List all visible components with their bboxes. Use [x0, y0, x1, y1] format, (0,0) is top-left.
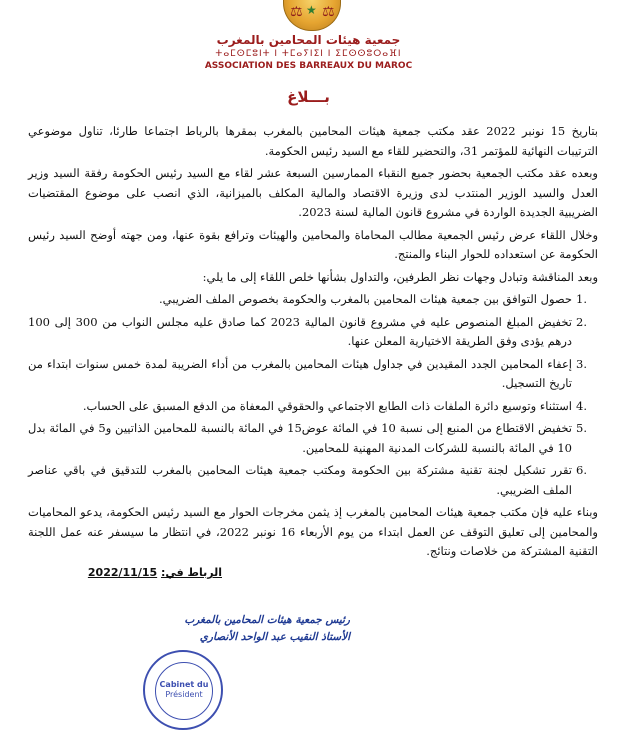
list-number: 1. — [576, 292, 587, 306]
date-label: الرباط في: — [161, 566, 222, 579]
list-item-text: إعفاء المحامين الجدد المقيدين في جداول هيئات المحامين بالمغرب من أداء الضريبة لمدة خمس سنوات ابتداء من تاريخ التسجيل. — [28, 356, 572, 390]
paragraph: وخلال اللقاء عرض رئيس الجمعية مطالب المحاماة والمحامين والهيئات وترافع بقوة عنها، ومن جهته أوضح السيد رئيس الحكومة عن استعداده للحوار البناء والمنتج. — [28, 227, 598, 261]
list-number: 2. — [576, 314, 587, 329]
list-item-text: حصول التوافق بين جمعية هيئات المحامين بالمغرب والحكومة بخصوص الملف الضريبي. — [159, 292, 572, 306]
list-number: 3. — [576, 356, 587, 371]
org-name-french: ASSOCIATION DES BARREAUX DU MAROC — [204, 61, 413, 71]
list-item — [28, 461, 598, 500]
list-item-text: تقرر تشكيل لجنة تقنية مشتركة بين الحكومة ومكتب جمعية هيئات المحامين بالمغرب للتدقيق في باقي عناصر الملف الضريبي. — [28, 463, 572, 497]
date-line — [52, 566, 222, 579]
star-icon: ★ — [306, 3, 317, 17]
org-name-arabic: جمعية هيئات المحامين بالمغرب — [216, 33, 401, 47]
paragraph: بتاريخ 15 نونبر 2022 عقد مكتب جمعية هيئات المحامين بالمغرب بمقرها بالرباط اجتماعا طارئا، تناول موضوعي الترتيبات النهائية للمؤتمر 31، والتحضير للقاء مع السيد رئيس الحكومة. — [28, 124, 598, 158]
date-value: 2022/11/15 — [87, 566, 158, 579]
list-item-text: تخفيض المبلغ المنصوص عليه في مشروع قانون المالية 2023 كما صادق عليه مجلس النواب من 300 إلى 100 درهم يؤدى وفق الطريقة الاختيارية المعلن عنها. — [28, 314, 572, 348]
paragraph: وبعد المناقشة وتبادل وجهات نظر الطرفين، والتداول بشأنها خلص اللقاء إلى ما يلي: — [202, 269, 598, 284]
paragraph: وبعده عقد مكتب الجمعية بحضور جميع النقباء الممارسين السبعة عشر لقاء مع السيد رئيس الحكومة رفقة السيد وزير العدل والسيد الوزير المنتدب لدى وزيرة الاقتصاد والمالية المكلف بالميزانية، الذي انصب على موضوع المقتضيات الضريبية الجديدة الواردة في مشروع قانون المالية لسنة 2023. — [28, 166, 598, 219]
list-item — [28, 355, 598, 394]
closing-paragraph: وبناء عليه فإن مكتب جمعية هيئات المحامين بالمغرب إذ يثمن مخرجات الحوار مع السيد رئيس الحكومة، يدعو المحاميات والمحامين إلى تعليق التوقف عن العمل ابتداء من يوم الأربعاء 16 نونبر 2022، في انتظار ما سيسفر عنه عمل اللجنة التقنية المشتركة من خلاصات ونتائج. — [28, 505, 598, 558]
list-item — [28, 397, 598, 417]
signer-title: رئيس جمعية هيئات المحامين بالمغرب — [184, 614, 350, 626]
document-body — [28, 122, 598, 565]
signer-name: الأستاذ النقيب عبد الواحد الأنصاري — [199, 631, 350, 643]
stamp-text: Cabinet du — [159, 680, 209, 689]
list-item-text: تخفيض الاقتطاع من المنبع إلى نسبة 10 في المائة عوض15 في المائة بالنسبة للمحامين الذاتيين و5 في المائة بدل 10 في المائة بالنسبة للشركات المدنية المهنية للمحامين. — [28, 421, 573, 455]
scale-icon: ⚖ — [290, 4, 303, 20]
list-item-text: استثناء وتوسيع دائرة الملفات ذات الطابع الاجتماعي والحقوقي المعفاة من الدفع المسبق على الحساب. — [82, 398, 572, 413]
document-title: بـــلاغ — [287, 88, 330, 106]
official-stamp — [143, 650, 223, 730]
list-number: 4. — [576, 398, 587, 413]
letterhead — [0, 0, 617, 80]
association-logo — [283, 0, 341, 31]
list-item — [28, 290, 598, 310]
outcomes-list — [28, 290, 598, 500]
scale-icon: ⚖ — [322, 4, 335, 20]
org-name-tamazight: ⵜⴰⵎⵙⵎⵓⵏⵜ ⵏ ⵜⵎⴰⵢⵏⵉⵏ ⵏ ⵉⵎⵙⵙⵓⵔⴰⴼⵏ — [215, 49, 402, 59]
stamp-text: Président — [165, 690, 203, 699]
list-item — [28, 313, 598, 352]
list-number: 6. — [576, 463, 587, 477]
list-item — [28, 419, 598, 458]
list-number: 5. — [576, 421, 587, 435]
